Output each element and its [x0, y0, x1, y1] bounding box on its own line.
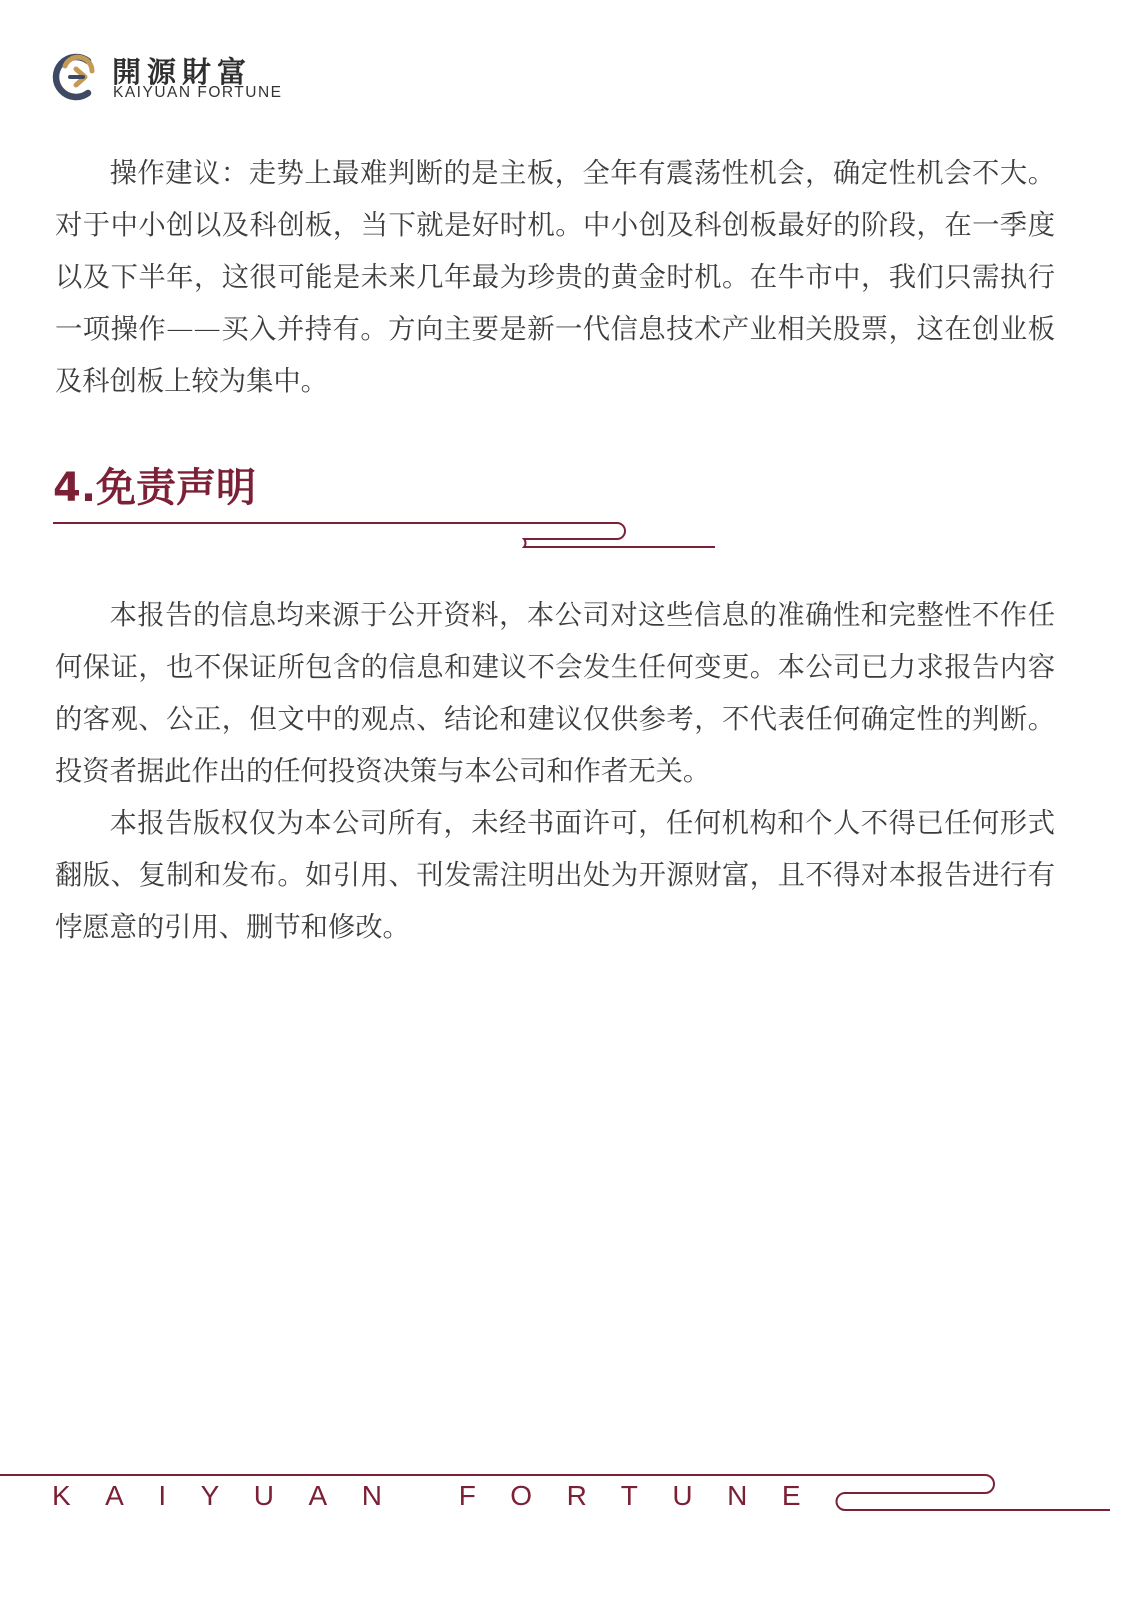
operation-advice-paragraph: 操作建议：走势上最难判断的是主板，全年有震荡性机会，确定性机会不大。对于中小创以及科创板，当下就是好时机。中小创及科创板最好的阶段，在一季度以及下半年，这很可能是未来几年最为珍贵的黄金时机。在牛市中，我们只需执行一项操作——买入并持有。方向主要是新一代信息技术产业相关股票，这在创业板及科创板上较为集中。: [55, 158, 1055, 397]
logo-chinese-name: 開源財富: [112, 55, 253, 89]
header-logo: [52, 50, 292, 106]
heading-divider: [53, 516, 723, 556]
copyright-paragraph: 本报告版权仅为本公司所有，未经书面许可，任何机构和个人不得已任何形式翻版、复制和发布。如引用、刊发需注明出处为开源财富，且不得对本报告进行有悖愿意的引用、删节和修改。: [55, 808, 1055, 943]
footer-brand-text: KAIYUAN FORTUNE: [52, 1480, 836, 1511]
section-heading-disclaimer: 4.免责声明: [53, 465, 257, 511]
kaiyuan-logo-icon: [52, 52, 102, 102]
logo-english-name: KAIYUAN FORTUNE: [113, 84, 283, 101]
disclaimer-paragraph: 本报告的信息均来源于公开资料，本公司对这些信息的准确性和完整性不作任何保证，也不保证所包含的信息和建议不会发生任何变更。本公司已力求报告内容的客观、公正，但文中的观点、结论和建议仅供参考，不代表任何确定性的判断。投资者据此作出的任何投资决策与本公司和作者无关。: [55, 600, 1055, 787]
